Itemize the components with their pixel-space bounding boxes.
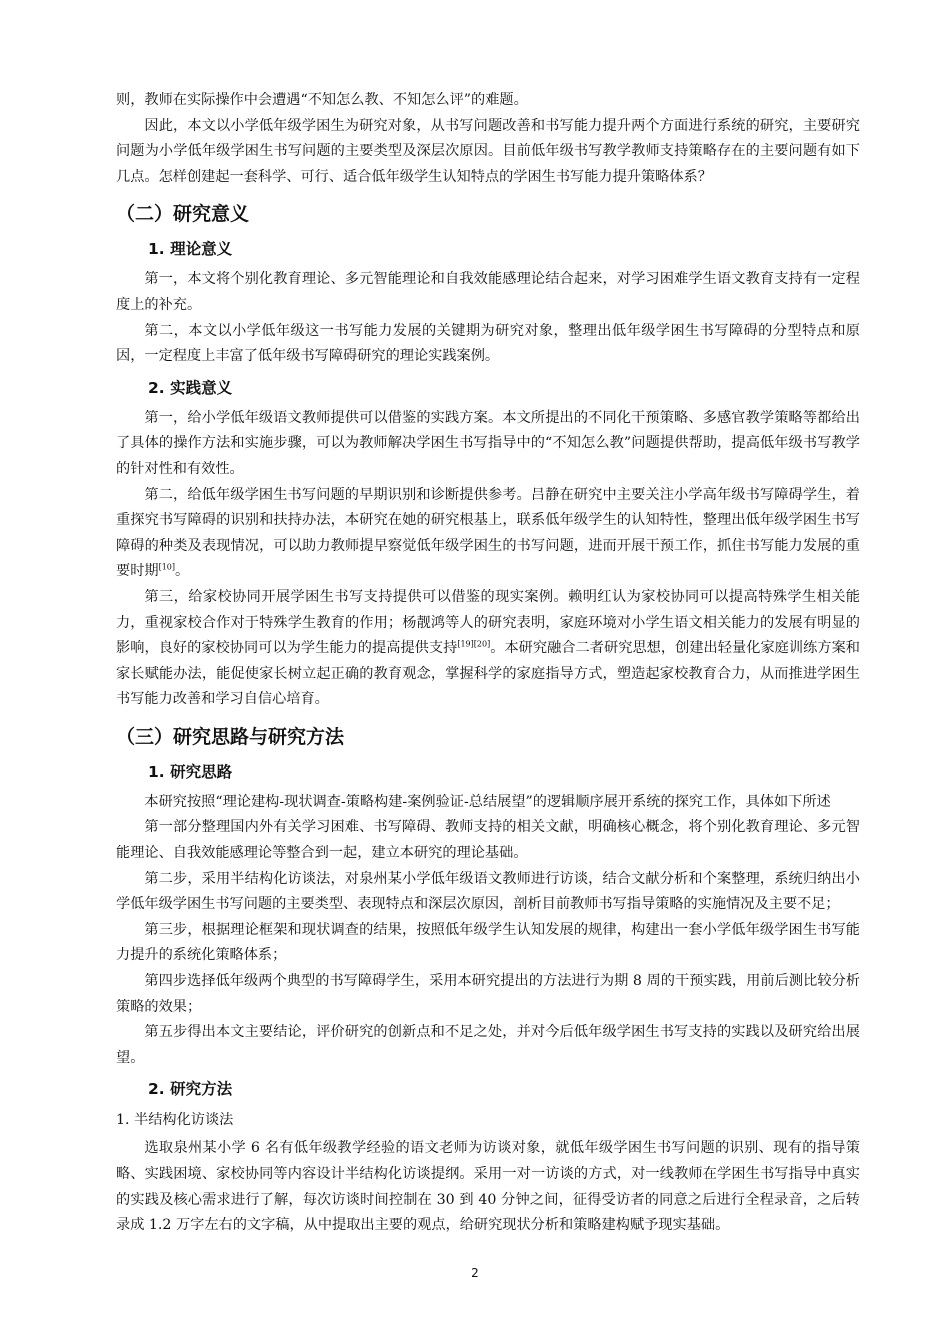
paragraph-research-object: 因此，本文以小学低年级学困生为研究对象，从书写问题改善和书写能力提升两个方面进行系统的研究，主要研究问题为小学低年级学困生书写问题的主要类型及深层次原因。目前低年级书写教学教师支持策略存在的主要问题有如下几点。怎样创建起一套科学、可行、适合低年级学生认知特点的学困生书写能力提升策略体系？ xyxy=(116,117,860,185)
subsection-heading-practical-significance: 2. 实践意义 xyxy=(148,378,233,397)
paragraph-continuation: 则，教师在实际操作中会遭遇“不知怎么教、不知怎么评”的难题。 xyxy=(116,92,528,108)
paragraph-theory-second: 第二，本文以小学低年级这一书写能力发展的关键期为研究对象，整理出低年级学困生书写障碍的分型特点和原因，一定程度上丰富了低年级书写障碍研究的理论实践案例。 xyxy=(116,322,860,365)
paragraph-ideas-step1: 第一部分整理国内外有关学习困难、书写障碍、教师支持的相关文献，明确核心概念，将个别化教育理论、多元智能理论、自我效能感理论等整合到一起，建立本研究的理论基础。 xyxy=(116,819,860,862)
paragraph-practice-second xyxy=(116,483,860,585)
page-number: 2 xyxy=(471,1266,479,1280)
paragraph-ideas-overview: 本研究按照“理论建构-现状调查-策略构建-案例验证-总结展望”的逻辑顺序展开系统的探究工作，具体如下所述 xyxy=(144,793,831,810)
paragraph-theory-first: 第一，本文将个别化教育理论、多元智能理论和自我效能感理论结合起来，对学习困难学生语文教育支持有一定程度上的补充。 xyxy=(116,271,860,313)
paragraph-text: 。本研究融合二者研究思想，创建出轻量化家庭训练方案和家长赋能办法，能促使家长树立起正确的教育观念，掌握科学的家庭指导方式，塑造起家校教育合力，从而推进学困生书写能力改善和学习自信心培育。 xyxy=(116,640,860,708)
subsection-heading-research-methods: 2. 研究方法 xyxy=(148,1080,233,1099)
subsection-heading-theoretical-significance: 1. 理论意义 xyxy=(148,240,233,259)
paragraph-ideas-step5: 第五步得出本文主要结论，评价研究的创新点和不足之处，并对今后低年级学困生书写支持的实践以及研究给出展望。 xyxy=(116,1024,860,1066)
section-heading-research-approach: （三）研究思路与研究方法 xyxy=(116,725,345,748)
paragraph-ideas-step3: 第三步，根据理论框架和现状调查的结果，按照低年级学生认知发展的规律，构建出一套小学低年级学困生书写能力提升的系统化策略体系； xyxy=(116,921,860,964)
paragraph-ideas-step2: 第二步，采用半结构化访谈法，对泉州某小学低年级语文教师进行访谈，结合文献分析和个案整理，系统归纳出小学低年级学困生书写问题的主要类型、表现特点和深层次原因，剖析目前教师书写指导策略的实施情况及主要不足； xyxy=(116,870,860,913)
paragraph-text: 第二，给低年级学困生书写问题的早期识别和诊断提供参考。吕静在研究中主要关注小学高年级书写障碍学生，着重探究书写障碍的识别和扶持办法，本研究在她的研究根基上，联系低年级学生的认知特性，整理出低年级学困生书写障碍的种类及表现情况，可以助力教师提早察觉低年级学困生的书写问题，进而开展干预工作，抓住书写能力发展的重要时期 xyxy=(116,486,860,580)
subsection-heading-research-ideas: 1. 研究思路 xyxy=(148,762,233,781)
citation-superscript: [19][20] xyxy=(457,639,491,649)
document-body xyxy=(116,88,860,1239)
citation-superscript: [10] xyxy=(158,562,175,572)
method-heading-interview: 1. 半结构化访谈法 xyxy=(116,1112,234,1129)
section-heading-research-significance: （二）研究意义 xyxy=(116,203,250,226)
paragraph-interview-method: 选取泉州某小学 6 名有低年级教学经验的语文老师为访谈对象，就低年级学困生书写问题的识别、现有的指导策略、实践困境、家校协同等内容设计半结构化访谈提纲。采用一对一访谈的方式，对一线教师在学困生书写指导中真实的实践及核心需求进行了解，每次访谈时间控制在 30 到 40 分钟之间，征得受访者的同意之后进行全程录音，之后转录成 1.2 万字左右的文字稿，从中提取出主要的观点，给研究现状分析和策略建构赋予现实基础。 xyxy=(116,1140,860,1234)
paragraph-practice-third xyxy=(116,585,860,713)
paragraph-ideas-step4: 第四步选择低年级两个典型的书写障碍学生，采用本研究提出的方法进行为期 8 周的干预实践，用前后测比较分析策略的效果； xyxy=(116,973,860,1015)
paragraph-practice-first: 第一，给小学低年级语文教师提供可以借鉴的实践方案。本文所提出的不同化干预策略、多感官教学策略等都给出了具体的操作方法和实施步骤，可以为教师解决学困生书写指导中的“不知怎么教”问题提供帮助，提高低年级书写教学的针对性和有效性。 xyxy=(116,409,860,477)
paragraph-text: 第三，给家校协同开展学困生书写支持提供可以借鉴的现实案例。赖明红认为家校协同可以提高特殊学生相关能力，重视家校合作对于特殊学生教育的作用；杨靓鸿等人的研究表明，家庭环境对小学生语文相关能力的发展有明显的影响，良好的家校协同可以为学生能力的提高提供支持 xyxy=(116,588,860,657)
paragraph-text: 。 xyxy=(175,563,190,580)
